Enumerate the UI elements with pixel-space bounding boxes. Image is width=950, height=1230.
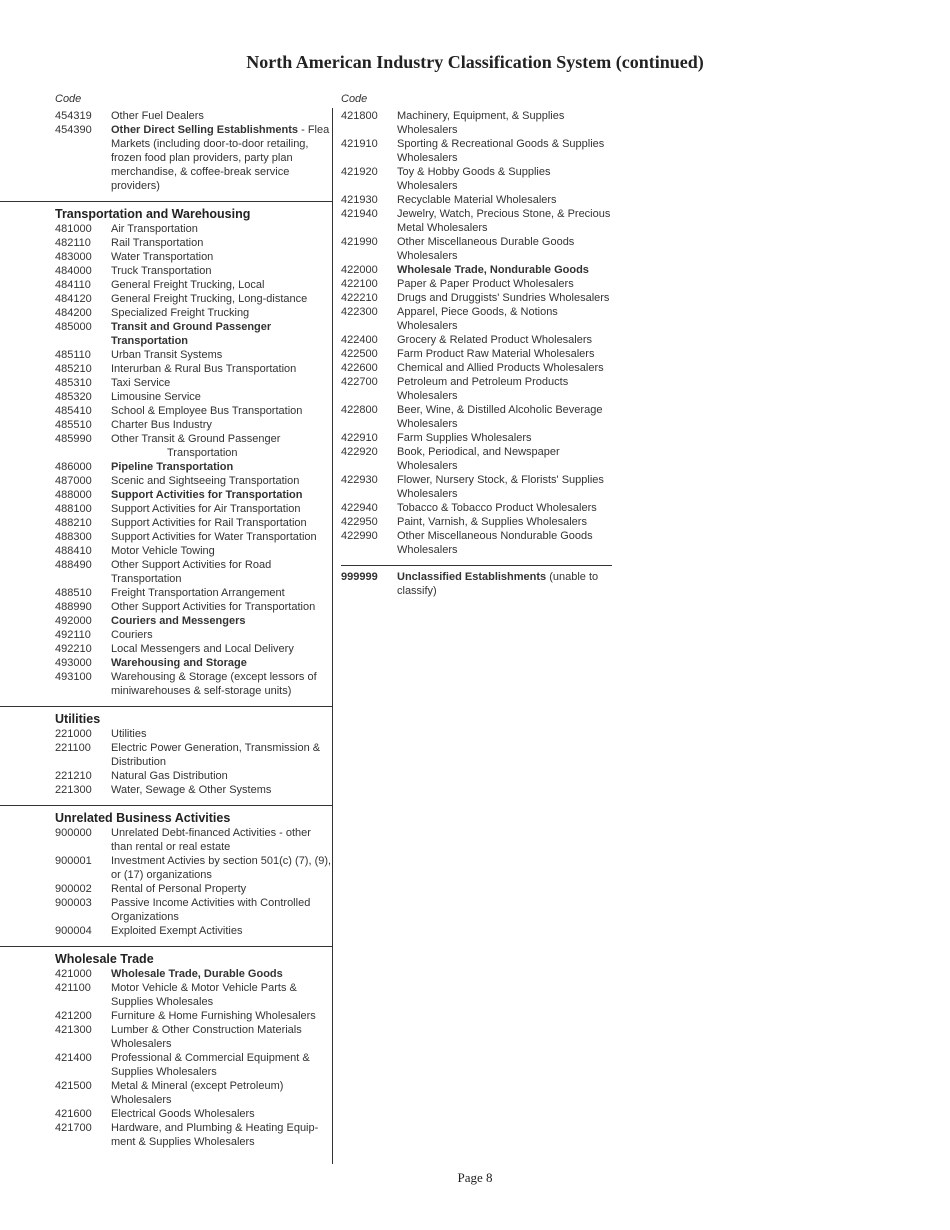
naics-description: Other Miscellaneous Nondurable Goods Wholesalers — [397, 530, 593, 556]
table-row — [341, 361, 612, 375]
naics-code: 422950 — [341, 516, 378, 528]
naics-description: Local Messengers and Local Delivery — [111, 643, 294, 655]
naics-code: 493100 — [55, 671, 92, 683]
naics-code: 488990 — [55, 601, 92, 613]
table-row — [55, 1051, 332, 1079]
naics-description: Taxi Service — [111, 377, 171, 389]
naics-code: 421200 — [55, 1010, 92, 1022]
naics-description — [111, 432, 332, 446]
section-divider — [0, 706, 332, 707]
naics-code: 221210 — [55, 770, 92, 782]
table-row — [341, 263, 612, 277]
naics-description: Wholesale Trade, Durable Goods — [111, 968, 283, 980]
naics-description — [397, 570, 612, 598]
left-column — [55, 92, 332, 1149]
naics-code: 900000 — [55, 827, 92, 839]
naics-description-rest: (unable to classify) — [397, 571, 599, 597]
naics-code: 485990 — [55, 433, 92, 445]
naics-description: Hardware, and Plumbing & Heating Equip-ment & Supplies Wholesalers — [111, 1122, 319, 1148]
naics-description: Paper & Paper Product Wholesalers — [397, 278, 574, 290]
naics-description-line: Transportation — [167, 447, 238, 459]
table-row — [55, 488, 332, 502]
table-row — [55, 1023, 332, 1051]
naics-code: 422300 — [341, 306, 378, 318]
table-row — [55, 404, 332, 418]
table-row — [55, 1079, 332, 1107]
naics-description: Water Transportation — [111, 251, 214, 263]
table-row — [341, 333, 612, 347]
naics-description: Utilities — [111, 728, 147, 740]
table-row — [341, 403, 612, 431]
table-row — [55, 376, 332, 390]
naics-description: Recyclable Material Wholesalers — [397, 194, 557, 206]
naics-description: Support Activities for Water Transportation — [111, 531, 317, 543]
table-row-continuation — [55, 446, 332, 460]
naics-code: 421910 — [341, 138, 378, 150]
table-row — [55, 222, 332, 236]
table-row — [55, 741, 332, 769]
table-row — [341, 109, 612, 137]
section-title-unrelated: Unrelated Business Activities — [55, 811, 231, 825]
table-row — [55, 502, 332, 516]
naics-description: Interurban & Rural Bus Transportation — [111, 363, 297, 375]
naics-description: Farm Product Raw Material Wholesalers — [397, 348, 595, 360]
table-row — [55, 474, 332, 488]
naics-description: Passive Income Activities with Controlled Organizations — [111, 897, 311, 923]
naics-description: Motor Vehicle & Motor Vehicle Parts & Supplies Wholesales — [111, 982, 297, 1008]
naics-code: 486000 — [55, 461, 92, 473]
naics-description — [111, 123, 332, 193]
naics-code: 421930 — [341, 194, 378, 206]
table-row — [55, 530, 332, 544]
naics-code: 485510 — [55, 419, 92, 431]
naics-code: 422910 — [341, 432, 378, 444]
naics-description: Electrical Goods Wholesalers — [111, 1108, 255, 1120]
table-row — [55, 544, 332, 558]
table-row — [341, 165, 612, 193]
table-row — [55, 362, 332, 376]
column-divider — [332, 108, 333, 1164]
naics-code: 999999 — [341, 571, 378, 583]
table-row — [341, 570, 612, 598]
naics-code: 221100 — [55, 742, 91, 754]
table-row — [55, 642, 332, 656]
naics-code: 492210 — [55, 643, 92, 655]
naics-description: Specialized Freight Trucking — [111, 307, 250, 319]
naics-description: Chemical and Allied Products Wholesalers — [397, 362, 604, 374]
section-divider — [341, 565, 612, 566]
naics-description: Couriers and Messengers — [111, 615, 246, 627]
section-divider — [0, 201, 332, 202]
naics-description: Limousine Service — [111, 391, 201, 403]
naics-code: 454390 — [55, 124, 92, 136]
naics-description: General Freight Trucking, Long-distance — [111, 293, 308, 305]
naics-description: Water, Sewage & Other Systems — [111, 784, 272, 796]
naics-code: 422700 — [341, 376, 378, 388]
naics-code: 421100 — [55, 982, 91, 994]
table-row — [55, 882, 332, 896]
table-row — [55, 292, 332, 306]
naics-description-bold: Unclassified Establishments — [397, 571, 547, 583]
naics-code: 483000 — [55, 251, 92, 263]
naics-code: 422800 — [341, 404, 378, 416]
table-row — [55, 418, 332, 432]
naics-code: 484200 — [55, 307, 92, 319]
table-row — [341, 515, 612, 529]
naics-description: School & Employee Bus Transportation — [111, 405, 303, 417]
naics-code: 493000 — [55, 657, 92, 669]
naics-code: 900004 — [55, 925, 92, 937]
naics-description: Warehousing and Storage — [111, 657, 247, 669]
table-row — [55, 306, 332, 320]
naics-description: Farm Supplies Wholesalers — [397, 432, 532, 444]
naics-code: 422600 — [341, 362, 378, 374]
table-row — [55, 727, 332, 741]
naics-description: Book, Periodical, and Newspaper Wholesalers — [397, 446, 560, 472]
table-row — [55, 1009, 332, 1023]
naics-description: Wholesale Trade, Nondurable Goods — [397, 264, 589, 276]
naics-description: Furniture & Home Furnishing Wholesalers — [111, 1010, 316, 1022]
naics-description: Petroleum and Petroleum Products Wholesalers — [397, 376, 569, 402]
naics-description: Truck Transportation — [111, 265, 212, 277]
naics-description: Natural Gas Distribution — [111, 770, 228, 782]
naics-code: 422400 — [341, 334, 378, 346]
table-row — [55, 924, 332, 938]
table-row — [55, 460, 332, 474]
naics-description: Freight Transportation Arrangement — [111, 587, 285, 599]
naics-description-rest: - Flea Markets (including door-to-door retailing, frozen food plan providers, party plan merchandise, & coffee-break service providers) — [111, 124, 330, 192]
table-row — [55, 236, 332, 250]
naics-code: 422990 — [341, 530, 378, 542]
naics-description: General Freight Trucking, Local — [111, 279, 265, 291]
naics-description: Metal & Mineral (except Petroleum) Wholesalers — [111, 1080, 284, 1106]
naics-code: 454319 — [55, 110, 92, 122]
table-row — [55, 656, 332, 670]
section-title-wholesale: Wholesale Trade — [55, 952, 154, 966]
naics-code: 221000 — [55, 728, 92, 740]
naics-description: Support Activities for Air Transportation — [111, 503, 301, 515]
table-row — [341, 445, 612, 473]
table-row — [55, 1107, 332, 1121]
naics-code: 421600 — [55, 1108, 92, 1120]
naics-code: 488000 — [55, 489, 92, 501]
table-row — [341, 235, 612, 263]
naics-description: Other Fuel Dealers — [111, 110, 204, 122]
naics-code: 422000 — [341, 264, 378, 276]
table-row — [341, 137, 612, 165]
naics-description: Charter Bus Industry — [111, 419, 212, 431]
naics-code: 421800 — [341, 110, 378, 122]
naics-description: Rail Transportation — [111, 237, 204, 249]
naics-description: Investment Activies by section 501(c) (7), (9), or (17) organizations — [111, 855, 332, 881]
naics-description: Support Activities for Transportation — [111, 489, 303, 501]
naics-code: 900002 — [55, 883, 92, 895]
table-row — [55, 558, 332, 586]
code-column-header: Code — [55, 93, 82, 105]
naics-description: Jewelry, Watch, Precious Stone, & Precious Metal Wholesalers — [397, 208, 611, 234]
section-title-utilities: Utilities — [55, 712, 101, 726]
table-row — [55, 516, 332, 530]
naics-code: 421000 — [55, 968, 92, 980]
naics-description: Sporting & Recreational Goods & Supplies Wholesalers — [397, 138, 605, 164]
naics-description: Support Activities for Rail Transportation — [111, 517, 307, 529]
table-row — [341, 431, 612, 445]
naics-code: 422100 — [341, 278, 378, 290]
unrelated-list — [55, 826, 332, 938]
table-row — [341, 193, 612, 207]
naics-code: 488210 — [55, 517, 92, 529]
naics-description: Couriers — [111, 629, 153, 641]
table-row — [55, 320, 332, 348]
naics-description-line: Other Transit & Ground Passenger — [111, 433, 281, 445]
wholesale-list — [55, 967, 332, 1149]
naics-code: 492000 — [55, 615, 92, 627]
section-divider — [0, 946, 332, 947]
naics-code: 421500 — [55, 1080, 92, 1092]
naics-code: 485320 — [55, 391, 92, 403]
naics-description: Professional & Commercial Equipment & Supplies Wholesalers — [111, 1052, 310, 1078]
page-number: Page 8 — [457, 1170, 493, 1185]
table-row — [55, 278, 332, 292]
table-row — [341, 277, 612, 291]
naics-code: 900001 — [55, 855, 92, 867]
table-row — [55, 250, 332, 264]
naics-code: 485110 — [55, 349, 91, 361]
table-row — [55, 896, 332, 924]
naics-code: 422940 — [341, 502, 378, 514]
naics-description: Exploited Exempt Activities — [111, 925, 243, 937]
naics-description: Grocery & Related Product Wholesalers — [397, 334, 593, 346]
naics-description: Scenic and Sightseeing Transportation — [111, 475, 300, 487]
naics-code: 484120 — [55, 293, 92, 305]
naics-code: 484110 — [55, 279, 91, 291]
naics-code: 422920 — [341, 446, 378, 458]
naics-description: Transit and Ground Passenger Transportation — [111, 321, 272, 347]
naics-code: 485210 — [55, 363, 92, 375]
table-row — [55, 1121, 332, 1149]
right-column — [341, 92, 612, 598]
section-title-transportation: Transportation and Warehousing — [55, 207, 251, 221]
naics-code: 482110 — [55, 237, 91, 249]
table-row — [55, 432, 332, 446]
naics-code: 488510 — [55, 587, 92, 599]
naics-code: 485310 — [55, 377, 92, 389]
wholesale-continued-list — [341, 109, 612, 557]
naics-code: 481000 — [55, 223, 92, 235]
table-row — [55, 826, 332, 854]
code-column-header: Code — [341, 93, 368, 105]
naics-code: 421400 — [55, 1052, 92, 1064]
transportation-list — [55, 222, 332, 698]
naics-code: 487000 — [55, 475, 92, 487]
table-row — [55, 586, 332, 600]
table-row — [55, 348, 332, 362]
naics-code: 421990 — [341, 236, 378, 248]
table-row — [341, 529, 612, 557]
naics-code: 488300 — [55, 531, 92, 543]
naics-code: 421700 — [55, 1122, 92, 1134]
naics-description: Other Support Activities for Road Transportation — [111, 559, 272, 585]
naics-code: 422930 — [341, 474, 378, 486]
table-row — [341, 207, 612, 235]
table-row — [55, 600, 332, 614]
table-row — [341, 347, 612, 361]
table-row — [341, 473, 612, 501]
table-row — [55, 783, 332, 797]
table-row — [55, 390, 332, 404]
naics-description: Other Support Activities for Transportation — [111, 601, 316, 613]
table-row — [55, 123, 332, 193]
naics-description: Flower, Nursery Stock, & Florists' Supplies Wholesalers — [397, 474, 604, 500]
naics-code: 485410 — [55, 405, 92, 417]
naics-code: 422210 — [341, 292, 378, 304]
table-row — [55, 264, 332, 278]
utilities-list — [55, 727, 332, 797]
naics-description: Toy & Hobby Goods & Supplies Wholesalers — [397, 166, 551, 192]
table-row — [341, 305, 612, 333]
page-title: North American Industry Classification System (continued) — [246, 52, 704, 72]
naics-description: Apparel, Piece Goods, & Notions Wholesalers — [397, 306, 558, 332]
table-row — [341, 291, 612, 305]
naics-description: Electric Power Generation, Transmission & Distribution — [111, 742, 321, 768]
naics-code: 488100 — [55, 503, 92, 515]
naics-description: Drugs and Druggists' Sundries Wholesalers — [397, 292, 610, 304]
table-row — [55, 769, 332, 783]
naics-description: Air Transportation — [111, 223, 198, 235]
table-row — [55, 614, 332, 628]
naics-description: Other Miscellaneous Durable Goods Wholesalers — [397, 236, 575, 262]
naics-code: 421300 — [55, 1024, 92, 1036]
naics-code: 221300 — [55, 784, 92, 796]
naics-description: Tobacco & Tobacco Product Wholesalers — [397, 502, 597, 514]
naics-description: Motor Vehicle Towing — [111, 545, 215, 557]
naics-code: 422500 — [341, 348, 378, 360]
naics-code: 421940 — [341, 208, 378, 220]
naics-code: 488490 — [55, 559, 92, 571]
table-row — [55, 981, 332, 1009]
naics-code: 488410 — [55, 545, 92, 557]
naics-description: Unrelated Debt-financed Activities - other than rental or real estate — [111, 827, 311, 853]
table-row — [341, 501, 612, 515]
table-row — [55, 109, 332, 123]
table-row — [341, 375, 612, 403]
naics-description: Warehousing & Storage (except lessors of miniwarehouses & self-storage units) — [111, 671, 317, 697]
naics-code: 421920 — [341, 166, 378, 178]
table-row — [55, 967, 332, 981]
naics-description: Rental of Personal Property — [111, 883, 247, 895]
section-divider — [0, 805, 332, 806]
naics-description: Pipeline Transportation — [111, 461, 234, 473]
naics-description: Lumber & Other Construction Materials Wholesalers — [111, 1024, 302, 1050]
naics-code: 484000 — [55, 265, 92, 277]
naics-code: 900003 — [55, 897, 92, 909]
naics-description: Paint, Varnish, & Supplies Wholesalers — [397, 516, 587, 528]
table-row — [55, 628, 332, 642]
naics-code: 485000 — [55, 321, 92, 333]
naics-description: Beer, Wine, & Distilled Alcoholic Beverage Wholesalers — [397, 404, 603, 430]
naics-description: Machinery, Equipment, & Supplies Wholesalers — [397, 110, 565, 136]
naics-code: 492110 — [55, 629, 91, 641]
table-row — [55, 670, 332, 698]
naics-description-bold: Other Direct Selling Establishments — [111, 124, 299, 136]
table-row — [55, 854, 332, 882]
naics-description: Urban Transit Systems — [111, 349, 223, 361]
